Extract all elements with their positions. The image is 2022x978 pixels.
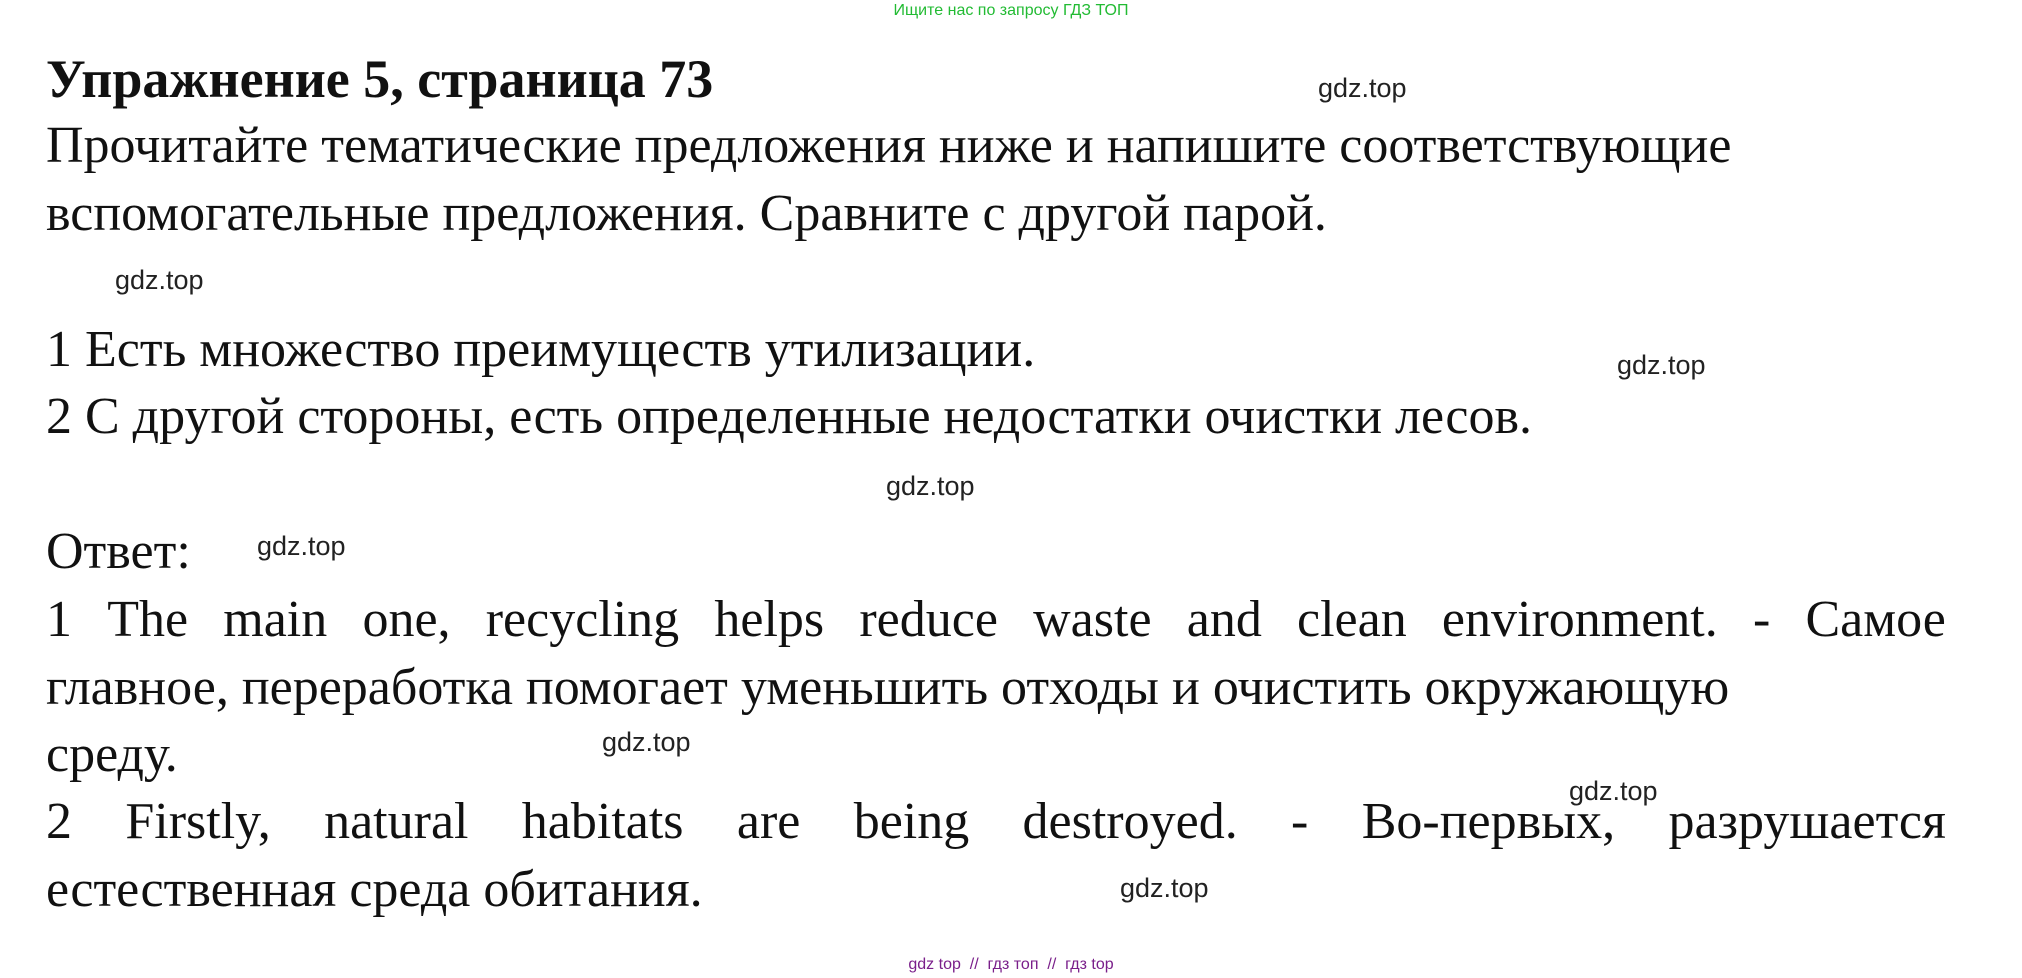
footer-links: gdz top // гдз топ // гдз top xyxy=(908,956,1114,973)
exercise-title: Упражнение 5, страница 73 xyxy=(46,49,714,109)
word: natural xyxy=(324,793,469,850)
word: The xyxy=(107,591,189,648)
watermark: gdz.top xyxy=(1617,350,1706,380)
word: recycling xyxy=(485,591,680,648)
watermark: gdz.top xyxy=(257,531,346,561)
task-line-2: вспомогательные предложения. Сравните с другой парой. xyxy=(46,185,1327,242)
answer-label: Ответ: xyxy=(46,523,191,580)
top-search-note: Ищите нас по запросу ГДЗ ТОП xyxy=(893,2,1129,19)
watermark: gdz.top xyxy=(115,265,204,295)
word: main xyxy=(223,591,328,648)
word: being xyxy=(853,793,970,850)
answer-1-line-3: среду. xyxy=(46,726,178,783)
word: one, xyxy=(362,591,451,648)
word: - xyxy=(1752,591,1771,648)
word: reduce xyxy=(859,591,998,648)
word: helps xyxy=(714,591,825,648)
word: 2 xyxy=(46,793,72,850)
watermark: gdz.top xyxy=(602,727,691,757)
answer-2-line-2: естественная среда обитания. xyxy=(46,861,703,918)
answer-1-line-1 xyxy=(46,588,1946,652)
topic-sentence-2: 2 С другой стороны, есть определенные недостатки очистки лесов. xyxy=(46,388,1533,445)
answer-1-line-2: главное, переработка помогает уменьшить отходы и очистить окружающую xyxy=(46,659,1730,716)
word: Firstly, xyxy=(125,793,271,850)
word: clean xyxy=(1297,591,1407,648)
word: 1 xyxy=(46,591,72,648)
word: environment. xyxy=(1441,591,1718,648)
word: Во-первых, xyxy=(1361,793,1616,850)
word: разрушается xyxy=(1668,793,1946,850)
word: habitats xyxy=(521,793,684,850)
topic-sentence-1: 1 Есть множество преимуществ утилизации. xyxy=(46,321,1036,378)
word: Самое xyxy=(1805,591,1946,648)
word: - xyxy=(1291,793,1309,850)
watermark: gdz.top xyxy=(886,471,975,501)
word: waste xyxy=(1033,591,1152,648)
word: and xyxy=(1186,591,1262,648)
task-line-1: Прочитайте тематические предложения ниже и напишите соответствующие xyxy=(46,117,1732,174)
watermark: gdz.top xyxy=(1569,776,1658,806)
word: destroyed. xyxy=(1022,793,1238,850)
word: are xyxy=(736,793,801,850)
watermark: gdz.top xyxy=(1120,873,1209,903)
answer-2-line-1 xyxy=(46,790,1946,854)
watermark: gdz.top xyxy=(1318,73,1407,103)
